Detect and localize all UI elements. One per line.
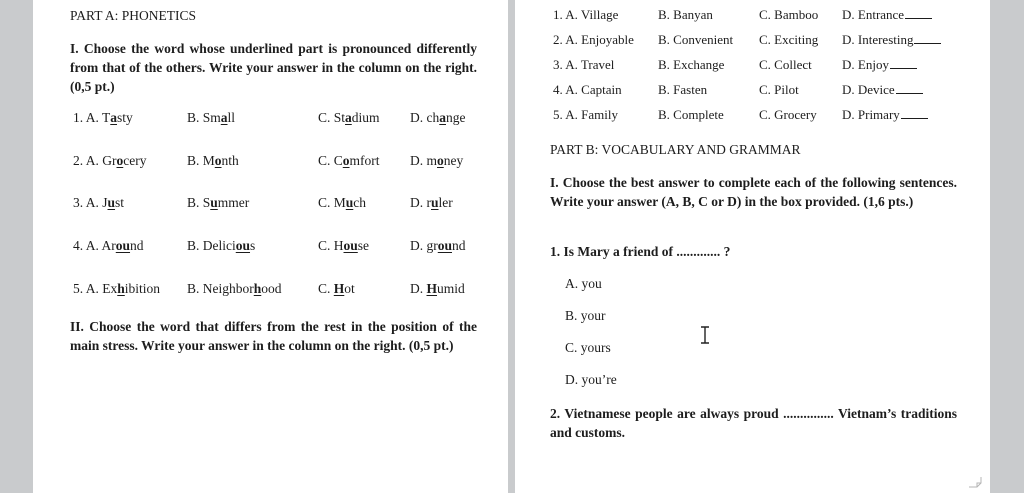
stress-q5-option-a: 5. A. Family — [553, 107, 619, 122]
stress-q1-option-b: B. Banyan — [658, 7, 713, 22]
question-1-option-b: B. your — [565, 308, 606, 323]
stress-instruction: II. Choose the word that differs from the rest in the position of the main stress. Write your answer in the column on the right. (0,5 pt.) — [70, 319, 477, 353]
answer-blank — [896, 83, 923, 94]
stress-q2-option-c: C. Exciting — [759, 32, 819, 47]
phonetics-q1-option-c: C. Stadium — [318, 110, 380, 125]
phonetics-q1-option-a: 1. A. Tasty — [73, 110, 133, 125]
phonetics-q2-option-c: C. Comfort — [318, 153, 380, 168]
stress-q3-option-d: D. Enjoy — [842, 57, 917, 73]
text-cursor-icon — [699, 326, 711, 344]
stress-q3-option-b: B. Exchange — [658, 57, 725, 72]
phonetics-q5-option-b: B. Neighborhood — [187, 281, 282, 296]
phonetics-q2-option-d: D. money — [410, 153, 464, 168]
page-corner-icon — [968, 476, 982, 488]
phonetics-q3-option-d: D. ruler — [410, 195, 453, 210]
stress-q1-option-d: D. Entrance — [842, 7, 932, 23]
stress-q4-option-a: 4. A. Captain — [553, 82, 622, 97]
phonetics-q3-option-a: 3. A. Just — [73, 195, 125, 210]
phonetics-q2-option-b: B. Month — [187, 153, 239, 168]
answer-blank — [890, 58, 917, 69]
stress-q2-option-a: 2. A. Enjoyable — [553, 32, 634, 47]
stress-q1-option-a: 1. A. Village — [553, 7, 619, 22]
stress-q4-option-b: B. Fasten — [658, 82, 708, 97]
phonetics-q4-option-a: 4. A. Around — [73, 238, 144, 253]
stress-q2-option-b: B. Convenient — [658, 32, 734, 47]
answer-blank — [901, 108, 928, 119]
phonetics-q1-option-d: D. change — [410, 110, 466, 125]
phonetics-q3-option-c: C. Much — [318, 195, 367, 210]
phonetics-q2-option-a: 2. A. Grocery — [73, 153, 147, 168]
question-2-stem: 2. Vietnamese people are always proud ............... Vietnam’s traditions and customs. — [550, 406, 957, 440]
stress-q5-option-c: C. Grocery — [759, 107, 817, 122]
stress-q2-option-d: D. Interesting — [842, 32, 941, 48]
vocabulary-instruction: I. Choose the best answer to complete each of the following sentences. Write your answer (A, B, C or D) in the box provided. (1,6 pts.) — [550, 175, 957, 209]
phonetics-q4-option-b: B. Delicious — [187, 238, 256, 253]
answer-blank — [914, 33, 941, 44]
question-1-option-a: A. you — [565, 276, 602, 291]
stress-q4-option-d: D. Device — [842, 82, 923, 98]
stress-q3-option-c: C. Collect — [759, 57, 812, 72]
phonetics-q4-option-c: C. House — [318, 238, 370, 253]
question-1-stem: 1. Is Mary a friend of ............. ? — [550, 244, 731, 259]
phonetics-q3-option-b: B. Summer — [187, 195, 250, 210]
phonetics-q5-option-a: 5. A. Exhibition — [73, 281, 161, 296]
phonetics-q5-option-c: C. Hot — [318, 281, 355, 296]
stress-q1-option-c: C. Bamboo — [759, 7, 819, 22]
stress-q5-option-d: D. Primary — [842, 107, 928, 123]
part-b-title: PART B: VOCABULARY AND GRAMMAR — [550, 142, 801, 157]
document-page-right — [515, 0, 990, 493]
part-a-title: PART A: PHONETICS — [70, 8, 196, 23]
document-page-left — [33, 0, 508, 493]
phonetics-q4-option-d: D. ground — [410, 238, 466, 253]
answer-blank — [905, 8, 932, 19]
stress-q5-option-b: B. Complete — [658, 107, 724, 122]
question-1-option-c: C. yours — [565, 340, 611, 355]
question-1-option-d: D. you’re — [565, 372, 617, 387]
phonetics-q5-option-d: D. Humid — [410, 281, 465, 296]
stress-q3-option-a: 3. A. Travel — [553, 57, 615, 72]
stress-q4-option-c: C. Pilot — [759, 82, 799, 97]
phonetics-q1-option-b: B. Small — [187, 110, 236, 125]
phonetics-instruction: I. Choose the word whose underlined part is pronounced differently from that of the others. Write your answer in the column on the right. (0,5 pt.) — [70, 41, 477, 94]
